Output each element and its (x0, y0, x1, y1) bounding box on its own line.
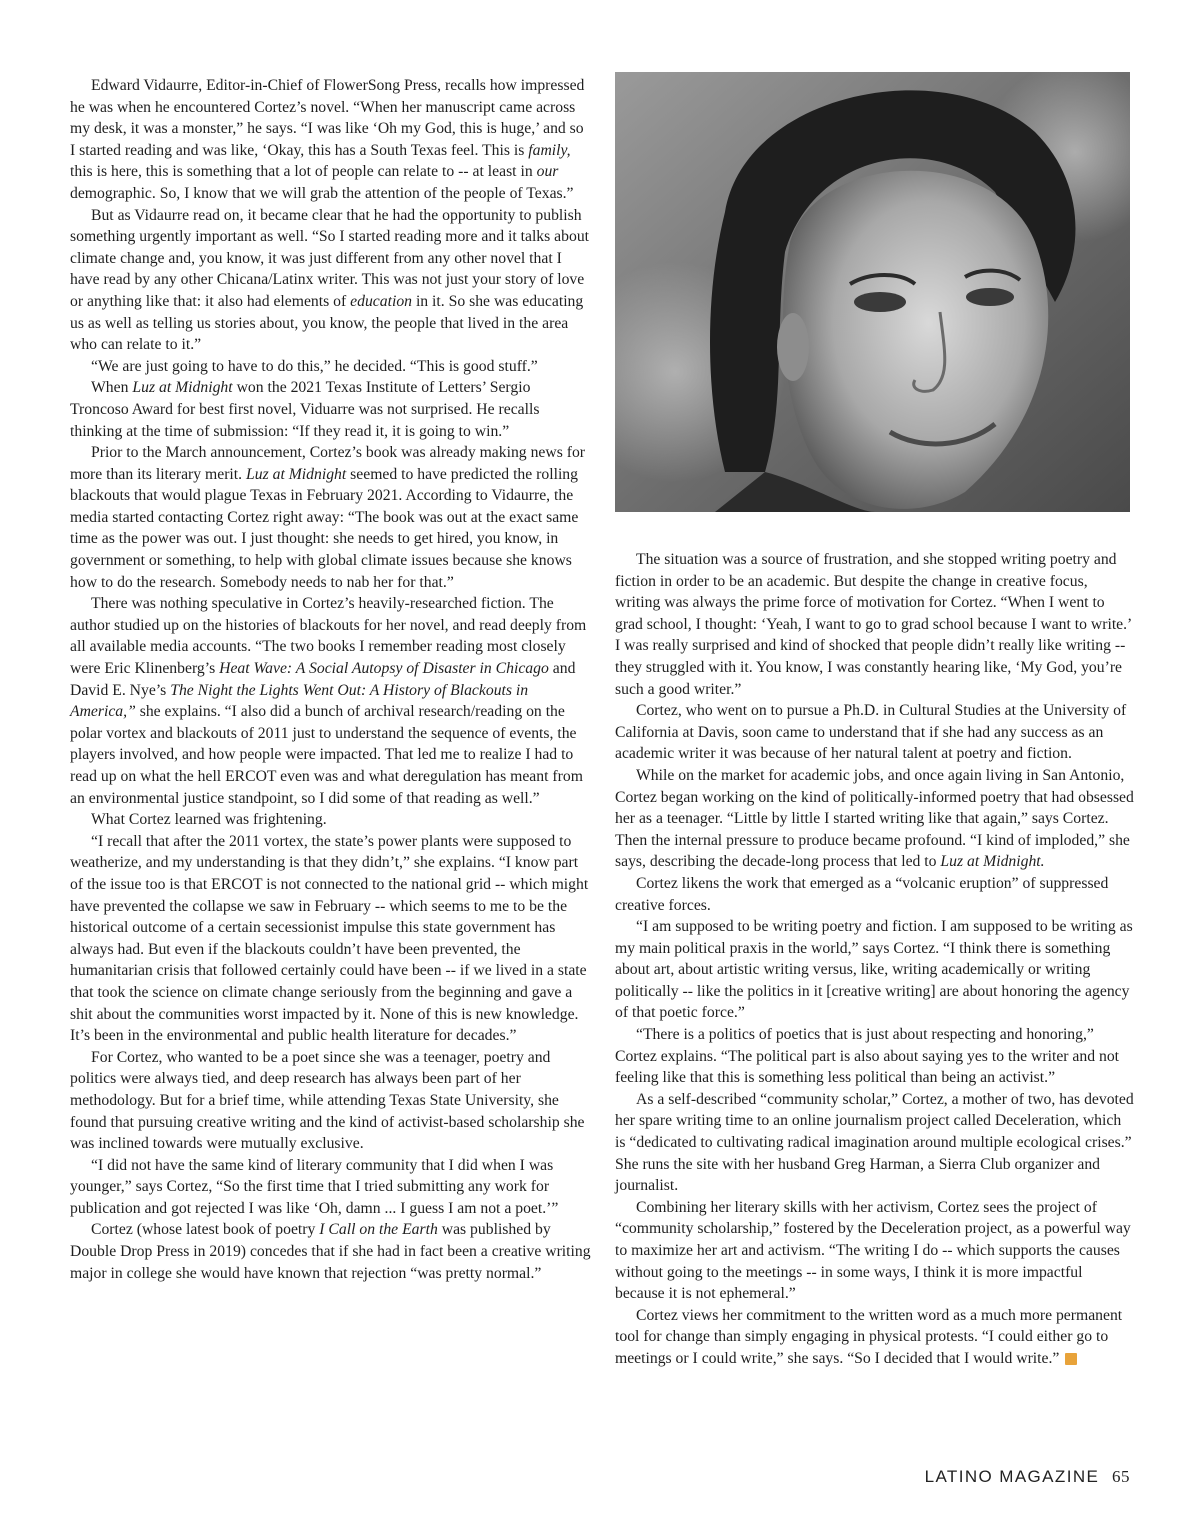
page-number: 65 (1112, 1467, 1130, 1486)
article-paragraph: “I did not have the same kind of literary community that I did when I was younger,” says Cortez, “So the first time that I tried submitting any work for publication and got rejected I was like ‘Oh, damn ... I guess I am not a poet.’” (70, 1156, 559, 1217)
article-paragraph: Cortez (whose latest book of poetry I Call on the Earth was published by Double Drop Press in 2019) concedes that if she had in fact been a creative writing major in college she would have known that rejection “was pretty normal.” (70, 1221, 591, 1282)
article-paragraph: Cortez likens the work that emerged as a “volcanic eruption” of suppressed creative forces. (615, 874, 1109, 914)
article-paragraph: What Cortez learned was frightening. (91, 811, 327, 829)
article-paragraph: Cortez, who went on to pursue a Ph.D. in Cultural Studies at the University of California at Davis, soon came to understand that if she had any success as an academic writer it was because of her natural talent at poetry and fiction. (615, 702, 1127, 763)
article-paragraph: Prior to the March announcement, Cortez’s book was already making news for more than its literary merit. Luz at Midnight seemed to have predicted the rolling blackouts that would plague Texas in February 2021. According to Vidaurre, the media started contacting Cortez right away: “The book was out at the exact same time as the power was out. I just thought: she needs to get hired, you know, in government or something, to help with global climate issues because she knows how to do the research. Somebody needs to nab her for that.” (70, 444, 586, 591)
article-paragraph: Edward Vidaurre, Editor-in-Chief of FlowerSong Press, recalls how impressed he was when he encountered Cortez’s novel. “When her manuscript came across my desk, it was a monster,” he says. “I was like ‘Oh my God, this is huge,’ and so I started reading and was like, ‘Okay, this has a South Texas feel. This is family, this is here, this is something that a lot of people can relate to -- at least in our demographic. So, I know that we will grab the attention of the people of Texas.” (70, 77, 585, 202)
article-paragraph: While on the market for academic jobs, and once again living in San Antonio, Cortez began working on the kind of politically-informed poetry that had obsessed her as a teenager. “Little by little I started writing like that again,” says Cortez. Then the internal pressure to produce became profound. “I kind of imploded,” she says, describing the decade-long process that led to Luz at Midnight. (615, 766, 1134, 871)
article-paragraph: “I am supposed to be writing poetry and fiction. I am supposed to be writing as my main political praxis in the world,” says Cortez. “I think there is something about art, about artistic writing versus, like, writing academically or writing politically -- like the politics in it [creative writing] are about honoring the agency of that poetic force.” (615, 918, 1133, 1022)
article-paragraph: “There is a politics of poetics that is just about respecting and honoring,” Cortez explains. “The political part is also about saying yes to the writer and not feeling like that this is something less political than being an activist.” (615, 1026, 1120, 1087)
page-footer (925, 1467, 1130, 1487)
portrait-photo (615, 72, 1130, 512)
article-paragraph: “I recall that after the 2011 vortex, the state’s power plants were supposed to weatherize, and my understanding is that they didn’t,” she explains. “I know part of the issue too is that ERCOT is not connected to the national grid -- which might have prevented the collapse we saw in February -- which seems to me to be the historical outcome of a certain secessionist impulse this state government has always had. But even if the blackouts couldn’t have been prevented, the humanitarian crisis that followed certainly could have been -- if we lived in a state that took the science on climate change seriously from the beginning and gave a shit about the communities worst impacted by it. None of this is new knowledge. It’s been in the environmental and public health literature for decades.” (70, 832, 589, 1045)
end-of-article-mark: L (1065, 1353, 1077, 1365)
magazine-name: LATINO MAGAZINE (924, 1467, 1100, 1486)
article-paragraph: When Luz at Midnight won the 2021 Texas Institute of Letters’ Sergio Troncoso Award for best first novel, Viduarre was not surprised. He recalls thinking at the time of submission: “If they read it, it is going to win.” (70, 379, 540, 440)
left-article-column (70, 75, 592, 1284)
article-paragraph: But as Vidaurre read on, it became clear that he had the opportunity to publish something urgently important as well. “So I started reading more and it talks about climate change and, you know, it was just different from any other novel that I have read by any other Chicana/Latinx writer. This was not just your story of love or anything like that: it also had elements of education in it. So she was educating us as well as telling us stories about, you know, the people that lived in the area who can relate to it.” (70, 206, 590, 354)
article-paragraph: “We are just going to have to do this,” he decided. “This is good stuff.” (91, 357, 538, 375)
article-paragraph: Combining her literary skills with her activism, Cortez sees the project of “community scholarship,” fostered by the Deceleration project, as a powerful way to maximize her art and activism. “The writing I do -- which supports the causes without going to the meetings -- in some ways, I think it is more impactful because it is not ephemeral.” (615, 1198, 1131, 1303)
article-paragraph: The situation was a source of frustration, and she stopped writing poetry and fiction in order to be an academic. But despite the change in creative focus, writing was always the prime force of motivation for Cortez. “When I went to grad school, I thought: ‘Yeah, I want to go to grad school because I want to write.’ I was really surprised and kind of shocked that people didn’t really like writing -- they struggled with it. You know, I was constantly hearing like, ‘My God, you’re such a good writer.” (615, 551, 1132, 698)
portrait-illustration (615, 72, 1130, 512)
article-paragraph: For Cortez, who wanted to be a poet since she was a teenager, poetry and politics were always tied, and deep research has always been part of her methodology. But for a brief time, while attending Texas State University, she found that pursuing creative writing and the kind of activist-based scholarship she was inclined towards were mutually exclusive. (70, 1048, 585, 1153)
article-paragraph: Cortez views her commitment to the written word as a much more permanent tool for change than simply engaging in physical protests. “I could either go to meetings or I could write,” she says. “So I decided that I would write.” L (615, 1306, 1123, 1367)
article-paragraph: There was nothing speculative in Cortez’s heavily-researched fiction. The author studied up on the histories of blackouts for her novel, and read deeply from all available media accounts. “The two books I remember reading most closely were Eric Klinenberg’s Heat Wave: A Social Autopsy of Disaster in Chicago and David E. Nye’s The Night the Lights Went Out: A History of Blackouts in America,” she explains. “I also did a bunch of archival research/reading on the polar vortex and blackouts of 2011 just to understand the sequence of events, the players involved, and how people were impacted. That led me to realize I had to read up on what the hell ERCOT even was and what deregulation has meant from an environmental justice standpoint, so I did some of that reading as well.” (70, 595, 587, 807)
article-paragraph: As a self-described “community scholar,” Cortez, a mother of two, has devoted her spare writing time to an online journalism project called Deceleration, which is “dedicated to cultivating radical imagination around multiple ecological crises.” She runs the site with her husband Greg Harman, a Sierra Club organizer and journalist. (615, 1090, 1134, 1195)
right-article-column (615, 549, 1135, 1370)
